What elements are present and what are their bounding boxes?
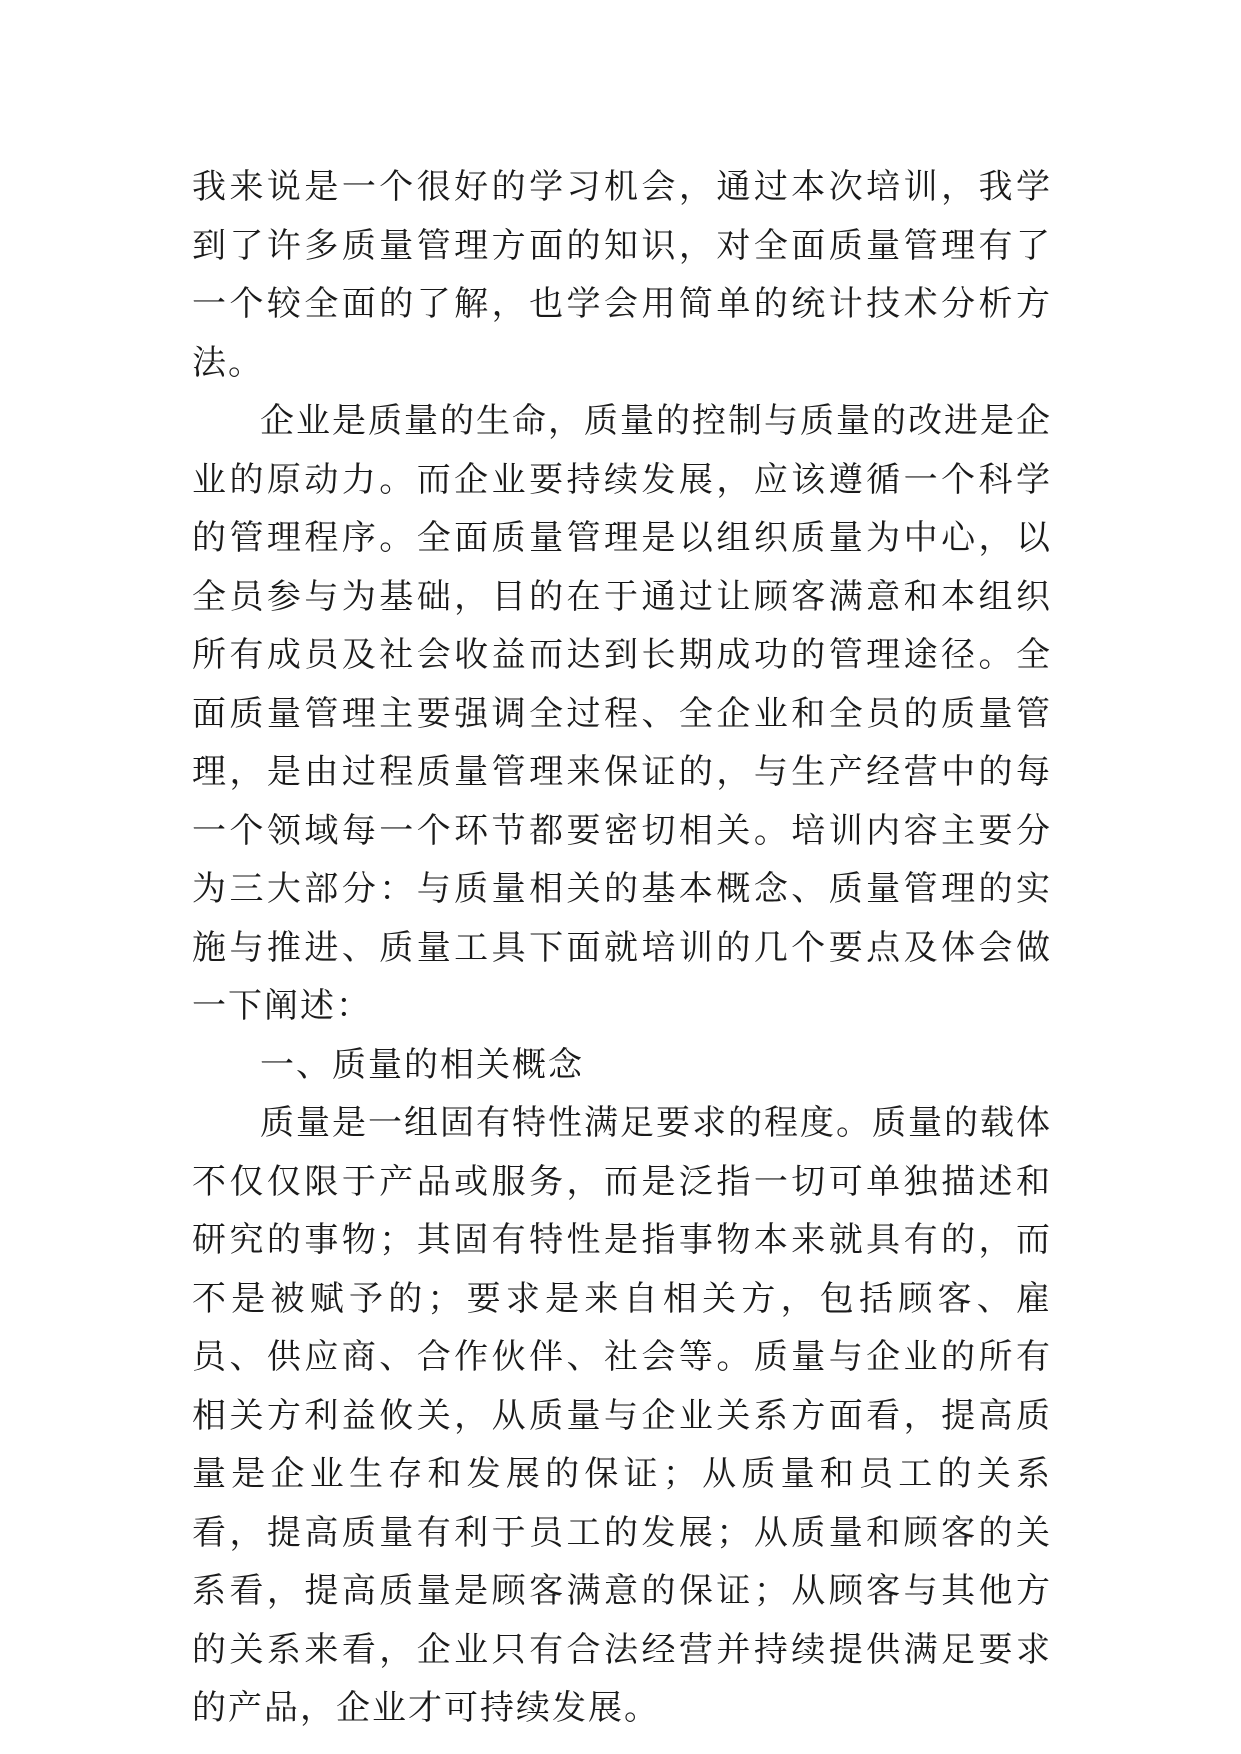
paragraph-quality-definition: 质量是一组固有特性满足要求的程度。质量的载体不仅仅限于产品或服务，而是泛指一切可单独描述和研究的事物；其固有特性是指事物本来就具有的，而不是被赋予的；要求是来自相关方，包括顾客、雇员、供应商、合作伙伴、社会等。质量与企业的所有相关方利益攸关，从质量与企业关系方面看，提高质量是企业生存和发展的保证；从质量和员工的关系看，提高质量有利于员工的发展；从质量和顾客的关系看，提高质量是顾客满意的保证；从顾客与其他方的关系来看，企业只有合法经营并持续提供满足要求的产品，企业才可持续发展。 [192, 1103, 1052, 1728]
paragraph-continuation: 我来说是一个很好的学习机会，通过本次培训，我学到了许多质量管理方面的知识，对全面质量管理有了一个较全面的了解，也学会用简单的统计技术分析方法。 [192, 167, 1052, 383]
section-heading-quality-concepts: 一、质量的相关概念 [260, 1044, 584, 1085]
document-body [192, 158, 1052, 1738]
paragraph-enterprise-quality: 企业是质量的生命，质量的控制与质量的改进是企业的原动力。而企业要持续发展，应该遵循一个科学的管理程序。全面质量管理是以组织质量为中心，以全员参与为基础，目的在于通过让顾客满意和本组织所有成员及社会收益而达到长期成功的管理途径。全面质量管理主要强调全过程、全企业和全员的质量管理，是由过程质量管理来保证的，与生产经营中的每一个领域每一个环节都要密切相关。培训内容主要分为三大部分：与质量相关的基本概念、质量管理的实施与推进、质量工具下面就培训的几个要点及体会做一下阐述： [192, 401, 1052, 1026]
